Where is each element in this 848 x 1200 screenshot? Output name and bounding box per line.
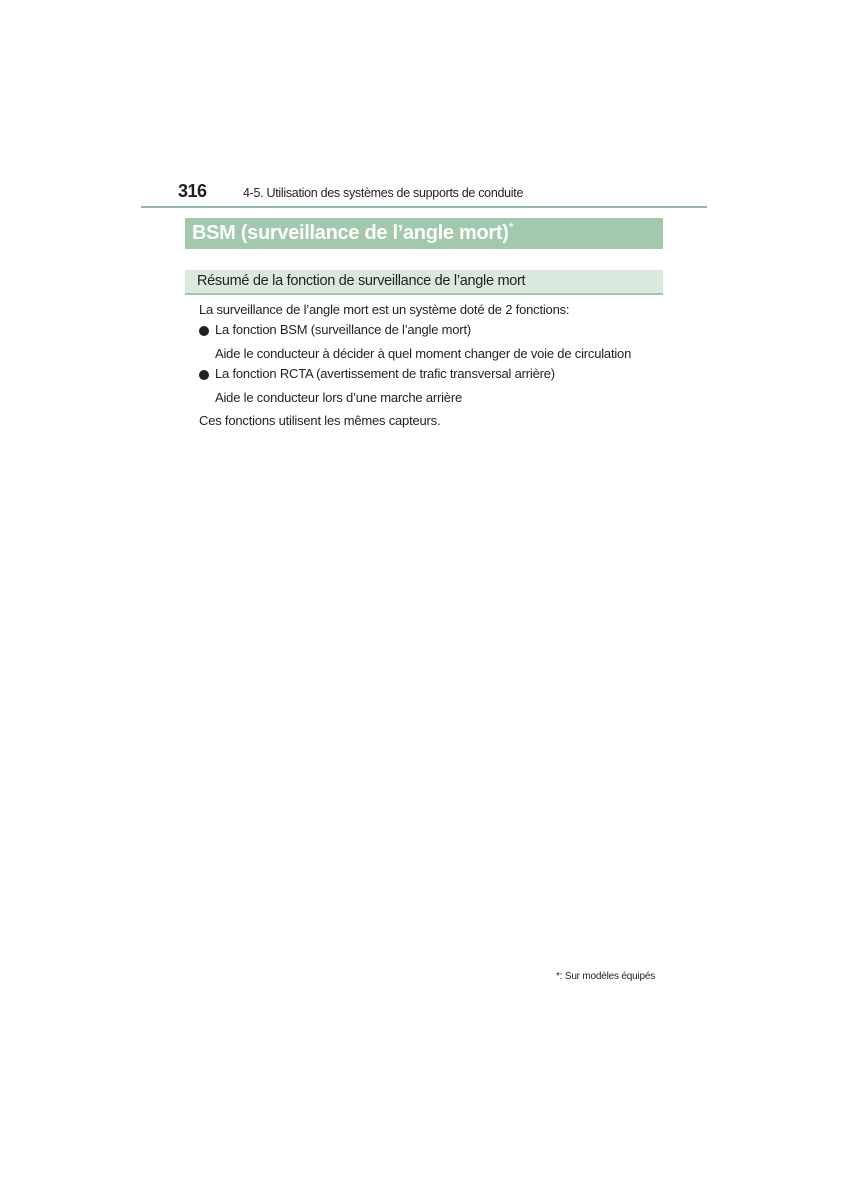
intro-text: La surveillance de l’angle mort est un système doté de 2 fonctions: (199, 302, 570, 317)
page-number: 316 (178, 181, 207, 201)
section-heading: Résumé de la fonction de surveillance de l’angle mort (197, 273, 526, 289)
list-item-label: La fonction BSM (surveillance de l’angle mort) (215, 322, 471, 337)
bullet-icon (199, 370, 209, 380)
list-item-description: Aide le conducteur à décider à quel moment changer de voie de circulation (215, 346, 632, 361)
page-title (192, 219, 514, 245)
header-rule (141, 206, 707, 208)
title-band (185, 218, 663, 249)
bullet-icon (199, 326, 209, 336)
footnote: *: Sur modèles équipés (556, 971, 655, 982)
running-header: 4-5. Utilisation des systèmes de supports de conduite (243, 186, 524, 200)
title-footnote-mark: * (508, 219, 514, 235)
page-title-text: BSM (surveillance de l’angle mort) (192, 222, 509, 244)
outro-text: Ces fonctions utilisent les mêmes capteurs. (199, 413, 441, 428)
section-band (185, 270, 663, 295)
list-item-description: Aide le conducteur lors d’une marche arrière (215, 390, 462, 405)
list-item-label: La fonction RCTA (avertissement de trafic transversal arrière) (215, 366, 555, 381)
